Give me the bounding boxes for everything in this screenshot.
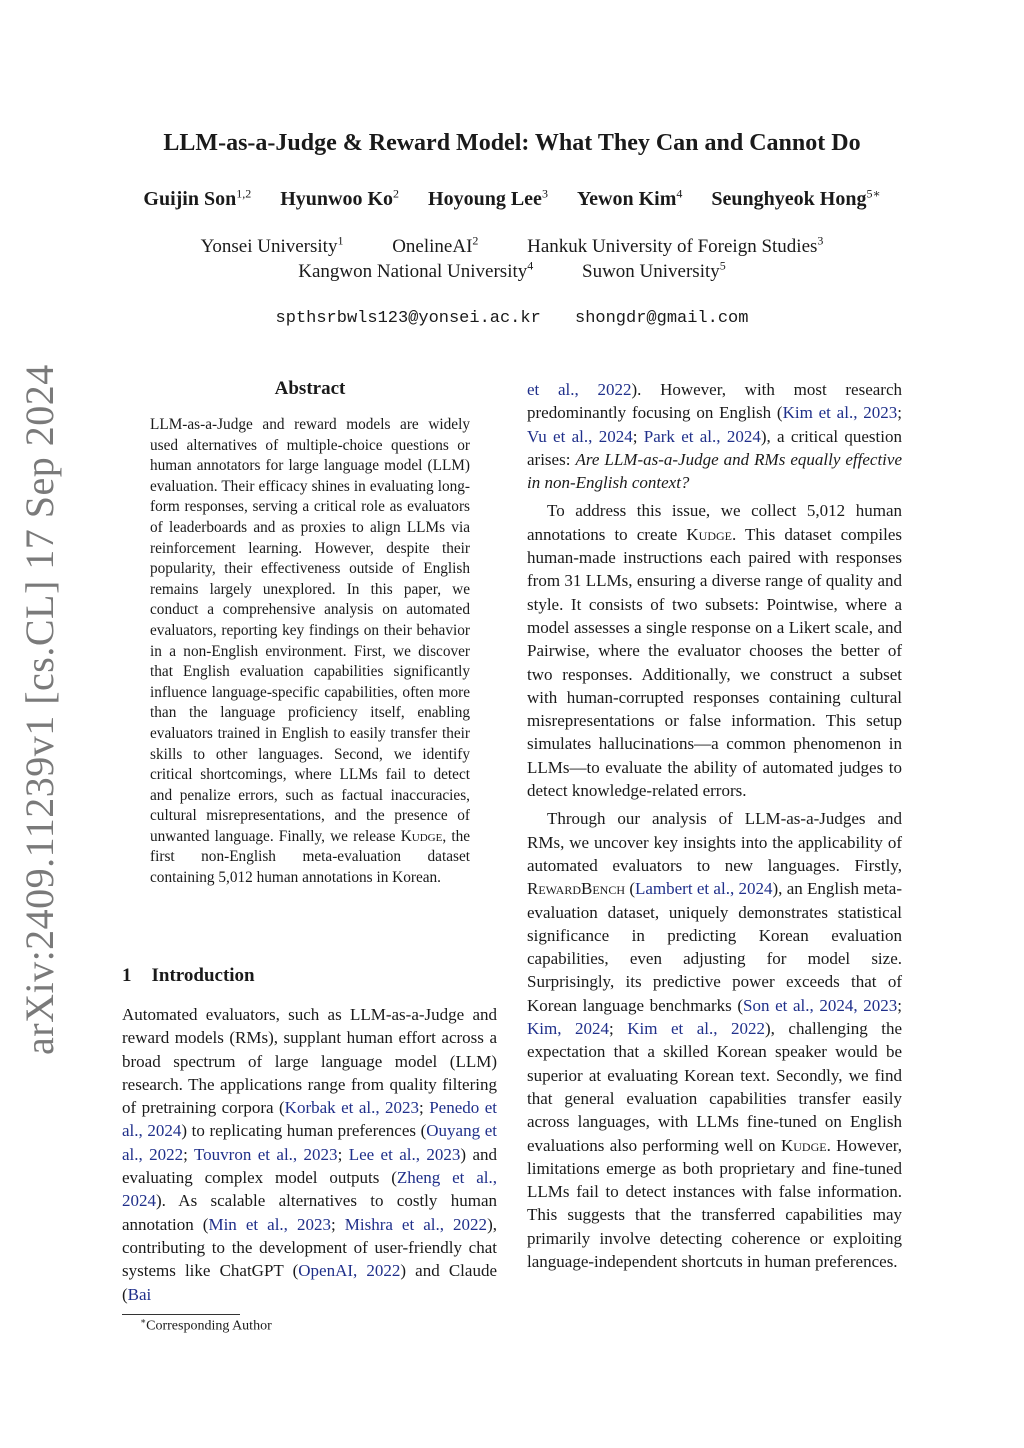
citation-link[interactable]: Kim et al., 2022 [627,1019,765,1039]
affiliations-line-1 [0,234,1024,258]
author: Guijin Son$^{1,2}$ [143,186,252,210]
citation-link[interactable]: Korbak et al., 2023 [284,1098,420,1118]
citation-link[interactable]: Bai [127,1284,152,1304]
citation-link[interactable]: Ouyang et al., 2022 [122,1121,497,1164]
citation-link[interactable]: Park et al., 2024 [643,426,761,446]
author: Hoyoung Lee$^3$ [428,186,548,210]
author: Yewon Kim$^4$ [576,186,683,210]
intro-paragraph: To address this issue, we collect 5,012 human annotations to create Kudge. This dataset compiles human-made instructions each paired with responses from 31 LLMs, ensuring a diverse range of quality and style. It consists of two subsets: Pointwise, where a model assesses a single response on a Likert scale, and Pairwise, where the evaluator chooses the better of two responses. Additionally, we construct a subset with human-corrupted responses containing cultural misrepresentations or false information. This setup simulates hallucinations—a common phenomenon in LLMs—to evaluate the ability of automated judges to detect knowledge-related errors. [527,501,902,801]
author: Hyunwoo Ko$^2$ [280,186,400,210]
email-address[interactable]: shongdr@gmail.com [575,309,749,328]
dataset-name: Kudge [686,524,733,544]
citation-link[interactable]: Lee et al., 2023 [348,1144,461,1164]
citation-link[interactable]: Son et al., 2024, 2023 [743,995,898,1015]
affiliation: Kangwon National University$^4$ [298,259,534,283]
affiliation: OnelineAI$^2$ [392,234,479,258]
author-list [0,186,1024,211]
research-question: Are LLM-as-a-Judge and RMs equally effective in non-English context? [527,449,902,493]
email-address[interactable]: spthsrbwls123@yonsei.ac.kr [275,309,541,328]
benchmark-name: RewardBench [527,879,626,899]
footnote: ∗Corresponding Author [140,1316,272,1334]
footnote-divider [122,1314,240,1315]
affiliation: Yonsei University$^1$ [200,234,344,258]
abstract-text: LLM-as-a-Judge and reward models are widely used alternatives of multiple-choice questions or human annotators for large language model (LLM) evaluation. Their efficacy shines in evaluating long-form responses, serving a critical role as evaluators of leaderboards and as proxies to align LLMs via reinforcement learning. However, despite their popularity, their effectiveness outside of English remains largely unexplored. In this paper, we conduct a comprehensive analysis on automated evaluators, reporting key findings on their behavior in a non-English environment. First, we discover that English evaluation capabilities significantly influence language-specific capabilities, often more than the language proficiency itself, enabling evaluators trained in English to easily transfer their skills to other languages. Second, we identify critical shortcomings, where LLMs fail to detect and penalize errors, such as factual inaccuracies, cultural misrepresentations, and the presence of unwanted language. Finally, we release Kudge, the first non-English meta-evaluation dataset containing 5,012 human annotations in Korean. [150,416,471,887]
intro-paragraph: Through our analysis of LLM-as-a-Judges and RMs, we uncover key insights into the applicability of automated evaluators to new languages. Firstly, RewardBench (Lambert et al., 2024), an English meta-evaluation dataset, uniquely demonstrates statistical significance in predicting Korean evaluation capabilities, even adjusting for model size. Surprisingly, its predictive power exceeds that of Korean language benchmarks (Son et al., 2024, 2023; Kim, 2024; Kim et al., 2022), challenging the expectation that a skilled Korean speaker would be superior at evaluating Korean text. Secondly, we find that general evaluation capabilities transfer easily across languages, with LLMs fine-tuned on English evaluations also performing well on Kudge. However, limitations emerge as both proprietary and fine-tuned LLMs fail to detect instances with false information. This suggests that the transferred capabilities may primarily involve detecting coherence or exploiting language-independent shortcuts in human preferences. [527,809,902,1271]
affiliation: Suwon University$^5$ [582,259,726,283]
affiliation: Hankuk University of Foreign Studies$^3$ [527,234,824,258]
citation-link[interactable]: Lambert et al., 2024 [634,879,773,899]
dataset-name: Kudge [400,827,443,845]
citation-link[interactable]: Touvron et al., 2023 [193,1144,338,1164]
email-list [0,309,1024,328]
intro-paragraph: et al., 2022). However, with most research predominantly focusing on English (Kim et al., 2023; Vu et al., 2024; Park et al., 2024), a critical question arises: Are LLM-as-a-Judge and RMs equally effective in non-English context? [527,380,902,493]
citation-link[interactable]: Zheng et al., 2024 [122,1168,497,1211]
citation-link[interactable]: Mishra et al., 2022 [344,1214,488,1234]
citation-link[interactable]: OpenAI, 2022 [298,1261,401,1281]
citation-link[interactable]: Kim et al., 2023 [782,403,898,423]
arxiv-identifier: arXiv:2409.11239v1 [cs.CL] 17 Sep 2024 [17,364,62,1055]
abstract-heading: Abstract [274,378,346,399]
dataset-name: Kudge [780,1135,827,1155]
citation-link[interactable]: et al., 2022 [527,380,632,399]
paper-title: LLM-as-a-Judge & Reward Model: What They Can and Cannot Do [163,130,861,156]
citation-link[interactable]: Penedo et al., 2024 [122,1098,497,1141]
affiliations-line-2 [0,259,1024,283]
citation-link[interactable]: Min et al., 2023 [208,1214,331,1234]
intro-paragraph: Automated evaluators, such as LLM-as-a-Judge and reward models (RMs), supplant human effort across a broad spectrum of large language model (LLM) research. The applications range from quality filtering of pretraining corpora (Korbak et al., 2023; Penedo et al., 2024) to replicating human preferences (Ouyang et al., 2022; Touvron et al., 2023; Lee et al., 2023) and evaluating complex model outputs (Zheng et al., 2024). As scalable alternatives to costly human annotation (Min et al., 2023; Mishra et al., 2022), contributing to the development of user-friendly chat systems like ChatGPT (OpenAI, 2022) and Claude (Bai [122,1005,497,1304]
right-column [527,378,902,1273]
citation-link[interactable]: Kim, 2024 [527,1019,609,1039]
citation-link[interactable]: Vu et al., 2024 [527,426,633,446]
author: Seunghyeok Hong$^{5∗}$ [711,186,881,210]
section-heading-introduction: 1 Introduction [122,965,255,986]
